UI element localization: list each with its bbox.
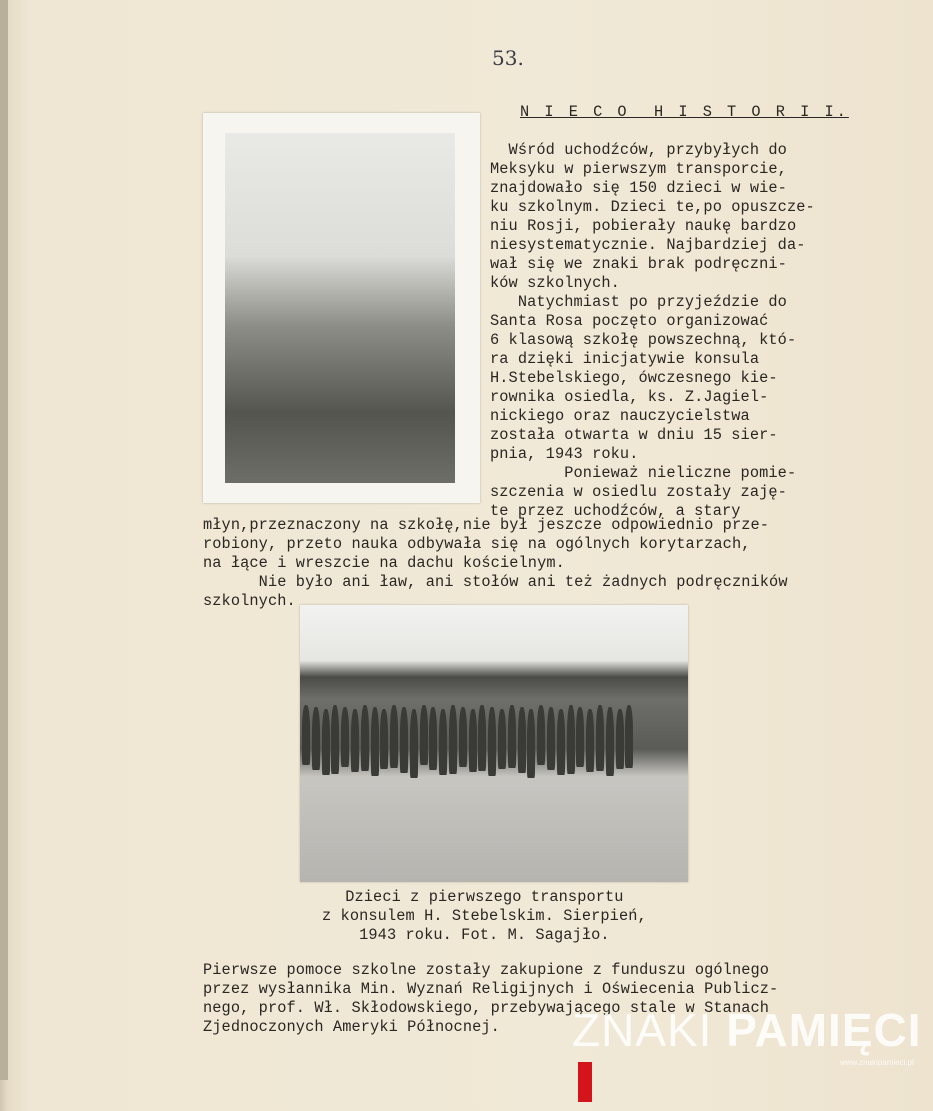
person-figure xyxy=(449,705,457,774)
person-figure xyxy=(576,707,584,767)
text-line: młyn,przeznaczony na szkołę,nie był jeszcze odpowiednio prze- xyxy=(203,516,770,534)
person-figure xyxy=(518,707,526,773)
photo-group-of-children xyxy=(300,605,688,882)
person-figure xyxy=(537,705,545,765)
person-figure xyxy=(616,709,624,769)
text-line: Zjednoczonych Ameryki Północnej. xyxy=(203,1018,500,1036)
watermark-url: www.znakipamieci.pl xyxy=(840,1058,914,1067)
page-number: 53. xyxy=(492,46,524,70)
text-line: te przez uchodźców, a stary xyxy=(490,502,741,520)
text-line: 1943 roku. Fot. M. Sagajło. xyxy=(359,926,610,944)
text-line: rownika osiedla, ks. Z.Jagiel- xyxy=(490,388,769,406)
text-line: Meksyku w pierwszym transporcie, xyxy=(490,160,787,178)
text-line: ków szkolnych. xyxy=(490,274,620,292)
person-figure xyxy=(459,707,467,767)
text-line: przez wysłannika Min. Wyznań Religijnych i Oświecenia Publicz- xyxy=(203,980,779,998)
text-line: Dzieci z pierwszego transportu xyxy=(345,888,624,906)
person-figure xyxy=(390,705,398,768)
text-line: niesystematycznie. Najbardziej da- xyxy=(490,236,806,254)
person-figure xyxy=(478,705,486,771)
text-line: ra dzięki inicjatywie konsula xyxy=(490,350,760,368)
text-line: ku szkolnym. Dzieci te,po opuszcze- xyxy=(490,198,815,216)
text-line: nickiego oraz nauczycielstwa xyxy=(490,407,750,425)
person-figure xyxy=(400,707,408,773)
text-line: Nie było ani ław, ani stołów ani też żadnych podręczników xyxy=(203,573,788,591)
person-figure xyxy=(469,709,477,772)
text-line: Ponieważ nieliczne pomie- xyxy=(490,464,797,482)
text-line: pnia, 1943 roku. xyxy=(490,445,639,463)
person-figure xyxy=(596,705,604,771)
watermark-light: ZNAKI xyxy=(572,1004,713,1056)
person-figure xyxy=(527,709,535,778)
text-line: Pierwsze pomoce szkolne zostały zakupione z funduszu ogólnego xyxy=(203,961,770,979)
text-line: niu Rosji, pobierały naukę bardzo xyxy=(490,217,797,235)
person-figure xyxy=(371,707,379,776)
person-figure xyxy=(586,709,594,772)
text-line: Natychmiast po przyjeździe do xyxy=(490,293,787,311)
text-line: Wśród uchodźców, przybyłych do xyxy=(490,141,787,159)
person-figure xyxy=(547,707,555,770)
person-figure xyxy=(567,705,575,774)
watermark-logo xyxy=(572,1003,933,1111)
text-line: szczenia w osiedlu zostały zaję- xyxy=(490,483,787,501)
person-figure xyxy=(361,705,369,771)
watermark-bold: PAMIĘCI xyxy=(726,1004,922,1056)
text-line: szkolnych. xyxy=(203,592,296,610)
text-line: z konsulem H. Stebelskim. Sierpień, xyxy=(322,907,647,925)
text-line: została otwarta w dniu 15 sier- xyxy=(490,426,778,444)
text-line: znajdowało się 150 dzieci w wie- xyxy=(490,179,787,197)
person-figure xyxy=(439,709,447,775)
wide-text xyxy=(203,516,788,611)
text-line: na łące i wreszcie na dachu kościelnym. xyxy=(203,554,565,572)
photo-two-boys-on-fence xyxy=(203,113,480,503)
text-line: wał się we znaki brak podręczni- xyxy=(490,255,787,273)
text-line: robiony, przeto nauka odbywała się na ogólnych korytarzach, xyxy=(203,535,751,553)
text-line: H.Stebelskiego, ówczesnego kie- xyxy=(490,369,778,387)
photo-caption xyxy=(322,888,647,945)
text-line: nego, prof. Wł. Skłodowskiego, przebywającego stale w Stanach xyxy=(203,999,770,1017)
text-line: 6 klasową szkołę powszechną, któ- xyxy=(490,331,797,349)
person-figure xyxy=(351,709,359,772)
person-figure xyxy=(302,705,310,765)
person-figure xyxy=(498,709,506,769)
page-edge xyxy=(0,0,8,1080)
person-figure xyxy=(429,707,437,770)
person-figure xyxy=(410,709,418,778)
text-line: Santa Rosa poczęto organizować xyxy=(490,312,769,330)
person-figure xyxy=(488,707,496,776)
person-figure xyxy=(380,709,388,769)
column-text xyxy=(490,141,815,521)
person-figure xyxy=(420,705,428,765)
person-figure xyxy=(508,705,516,768)
person-figure xyxy=(606,707,614,776)
person-figure xyxy=(331,705,339,774)
person-figure xyxy=(625,705,633,768)
watermark-bar xyxy=(578,1062,592,1102)
person-figure xyxy=(312,707,320,770)
person-figure xyxy=(322,709,330,775)
person-figure xyxy=(341,707,349,767)
section-title: N I E C O H I S T O R I I. xyxy=(520,103,849,121)
person-figure xyxy=(557,709,565,775)
